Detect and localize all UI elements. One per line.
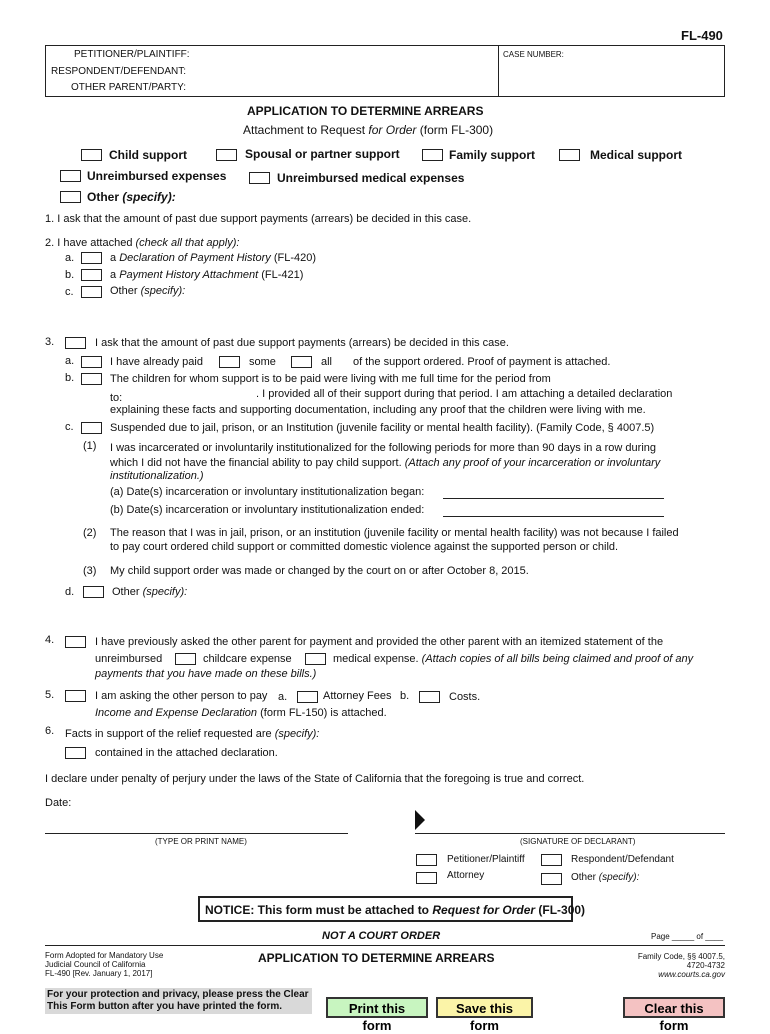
unreimbursed-medical-label: Unreimbursed medical expenses <box>277 171 465 185</box>
item-3c1b-date-line[interactable] <box>443 516 664 517</box>
item-3b-letter: b. <box>65 372 75 384</box>
code-line3: www.courts.ca.gov <box>658 970 725 979</box>
form-code: FL-490 <box>681 28 723 43</box>
role-respondent-checkbox[interactable] <box>541 854 562 866</box>
item-3a-all-label: all <box>321 356 333 368</box>
item-3c1-line2: which I did not have the financial ability to pay child support. (Attach any proof of your incarceration or involuntary <box>110 457 661 469</box>
item-3a-some-checkbox[interactable] <box>219 356 240 368</box>
item-3c2-line1: The reason that I was in jail, prison, or an institution (juvenile facility or mental health facility) was not because I failed <box>110 527 679 539</box>
print-form-button[interactable]: Print this form <box>326 997 428 1018</box>
notice-text: NOTICE: This form must be attached to Request for Order (FL-300) <box>205 903 586 917</box>
item-5-b-letter: b. <box>400 690 410 702</box>
adopted-line3: FL-490 [Rev. January 1, 2017] <box>45 969 153 978</box>
code-line1: Family Code, §§ 4007.5, <box>637 952 725 961</box>
spousal-support-checkbox[interactable] <box>216 149 237 161</box>
item-5-costs-label: Costs. <box>449 691 481 703</box>
family-support-checkbox[interactable] <box>422 149 443 161</box>
child-support-checkbox[interactable] <box>81 149 102 161</box>
item-2a-text: a Declaration of Payment History (FL-420) <box>110 252 317 264</box>
item-3d-text: Other (specify): <box>112 586 188 598</box>
privacy-line2: This Form button after you have printed the form. <box>47 1001 283 1012</box>
adopted-line1: Form Adopted for Mandatory Use <box>45 951 164 960</box>
item-3b-text: The children for whom support is to be paid were living with me full time for the period from <box>110 373 551 385</box>
item-2b-checkbox[interactable] <box>81 269 102 281</box>
other-support-checkbox[interactable] <box>60 191 81 203</box>
item-6-num: 6. <box>45 725 55 737</box>
item-3c1a-date-line[interactable] <box>443 498 664 499</box>
item-4-childcare-checkbox[interactable] <box>175 653 196 665</box>
role-petitioner-label: Petitioner/Plaintiff <box>447 854 525 865</box>
signature-line[interactable] <box>415 833 725 834</box>
not-court-order: NOT A COURT ORDER <box>322 930 441 942</box>
item-5-num: 5. <box>45 689 55 701</box>
item-6-contained: contained in the attached declaration. <box>95 747 278 759</box>
respondent-label: RESPONDENT/DEFENDANT: <box>51 66 187 77</box>
item-2b-letter: b. <box>65 269 75 281</box>
signature-arrow-icon <box>415 810 425 830</box>
item-3d-checkbox[interactable] <box>83 586 104 598</box>
role-other-checkbox[interactable] <box>541 873 562 885</box>
footer-rule <box>45 945 725 946</box>
other-support-label: Other (specify): <box>87 190 176 204</box>
item-2c-letter: c. <box>65 286 74 298</box>
medical-support-checkbox[interactable] <box>559 149 580 161</box>
caption-divider <box>498 45 499 97</box>
item-3c1-num: (1) <box>83 440 97 452</box>
save-form-button[interactable]: Save this form <box>436 997 533 1018</box>
item-3b-rest2: explaining these facts and supporting documentation, including any proof that the children were living with me. <box>110 404 646 416</box>
other-parent-label: OTHER PARENT/PARTY: <box>71 82 187 93</box>
item-3a-checkbox[interactable] <box>81 356 102 368</box>
spousal-support-label: Spousal or partner support <box>245 147 400 161</box>
role-other-label: Other (specify): <box>571 872 640 883</box>
item-3-checkbox[interactable] <box>65 337 86 349</box>
date-label: Date: <box>45 797 72 809</box>
item-3c3-text: My child support order was made or changed by the court on or after October 8, 2015. <box>110 565 529 577</box>
clear-form-button[interactable]: Clear this form <box>623 997 725 1018</box>
item-3c-text: Suspended due to jail, prison, or an Institution (juvenile facility or mental health facility). (Family Code, § 4007.5) <box>110 422 655 434</box>
family-support-label: Family support <box>449 148 536 162</box>
item-3b-to: to: <box>110 392 123 404</box>
item-4-unreimbursed: unreimbursed <box>95 653 163 665</box>
unreimbursed-expenses-label: Unreimbursed expenses <box>87 169 227 183</box>
child-support-label: Child support <box>109 148 187 162</box>
item-2a-checkbox[interactable] <box>81 252 102 264</box>
page-number: Page _____ of ____ <box>651 932 724 941</box>
item-5-text: I am asking the other person to pay <box>95 690 268 702</box>
item-3c1a-text: (a) Date(s) incarceration or involuntary institutionalization began: <box>110 486 425 498</box>
item-3a-all-checkbox[interactable] <box>291 356 312 368</box>
item-5-checkbox[interactable] <box>65 690 86 702</box>
code-line2: 4720-4732 <box>686 961 725 970</box>
medical-support-label: Medical support <box>590 148 683 162</box>
item-3c3-num: (3) <box>83 565 97 577</box>
petitioner-label: PETITIONER/PLAINTIFF: <box>74 49 190 60</box>
item-3c2-line2: to pay court ordered child support or committed domestic violence against the supported person or child. <box>110 541 619 553</box>
item-5-line2: Income and Expense Declaration (form FL-150) is attached. <box>95 707 387 719</box>
item-5-attorney-fees-checkbox[interactable] <box>297 691 318 703</box>
item-3c1-line1: I was incarcerated or involuntarily institutionalized for the following periods for more than 90 days in a row during <box>110 442 657 454</box>
item-3-text: I ask that the amount of past due support payments (arrears) be decided in this case. <box>95 337 509 349</box>
item-3c-letter: c. <box>65 421 74 433</box>
item-5-attorney-fees-label: Attorney Fees <box>323 690 392 702</box>
item-1-text: 1. I ask that the amount of past due support payments (arrears) be decided in this case. <box>45 213 472 225</box>
role-petitioner-checkbox[interactable] <box>416 854 437 866</box>
item-4-line1: I have previously asked the other parent for payment and provided the other parent with an itemized statement of the <box>95 636 664 648</box>
footer-title: APPLICATION TO DETERMINE ARREARS <box>258 951 495 965</box>
form-subtitle: Attachment to Request for Order (form FL-300) <box>243 123 494 137</box>
item-3c1-line3: institutionalization.) <box>110 470 204 482</box>
item-4-ital2: payments that you have made on these bills.) <box>95 668 317 680</box>
item-3a-some-label: some <box>249 356 276 368</box>
item-2a-letter: a. <box>65 252 75 264</box>
signature-label: (SIGNATURE OF DECLARANT) <box>520 837 636 846</box>
item-2b-text: a Payment History Attachment (FL-421) <box>110 269 304 281</box>
unreimbursed-expenses-checkbox[interactable] <box>60 170 81 182</box>
unreimbursed-medical-checkbox[interactable] <box>249 172 270 184</box>
item-6-text: Facts in support of the relief requested are (specify): <box>65 728 320 740</box>
item-3c-checkbox[interactable] <box>81 422 102 434</box>
item-3d-letter: d. <box>65 586 75 598</box>
role-respondent-label: Respondent/Defendant <box>571 854 674 865</box>
item-5-costs-checkbox[interactable] <box>419 691 440 703</box>
role-attorney-checkbox[interactable] <box>416 872 437 884</box>
item-2c-text: Other (specify): <box>110 285 186 297</box>
item-4-num: 4. <box>45 634 55 646</box>
item-4-checkbox[interactable] <box>65 636 86 648</box>
item-3-num: 3. <box>45 336 55 348</box>
role-attorney-label: Attorney <box>447 870 485 881</box>
privacy-line1: For your protection and privacy, please press the Clear <box>47 989 309 1000</box>
form-title: APPLICATION TO DETERMINE ARREARS <box>247 104 484 118</box>
item-5-a-letter: a. <box>278 691 288 703</box>
item-4-medical-checkbox[interactable] <box>305 653 326 665</box>
item-2-intro: 2. I have attached (check all that apply): <box>45 237 240 249</box>
case-number-label: CASE NUMBER: <box>503 50 564 59</box>
type-name-label: (TYPE OR PRINT NAME) <box>155 837 247 846</box>
item-3a-text: I have already paid <box>110 356 203 368</box>
item-6-checkbox[interactable] <box>65 747 86 759</box>
item-3b-checkbox[interactable] <box>81 373 102 385</box>
declaration-text: I declare under penalty of perjury under the laws of the State of California that the foregoing is true and correct. <box>45 773 585 785</box>
name-line[interactable] <box>45 833 348 834</box>
adopted-line2: Judicial Council of California <box>45 960 146 969</box>
item-3c1b-text: (b) Date(s) incarceration or involuntary institutionalization ended: <box>110 504 425 516</box>
item-3a-letter: a. <box>65 355 75 367</box>
item-3a-rest: of the support ordered. Proof of payment is attached. <box>353 356 611 368</box>
item-3c2-num: (2) <box>83 527 97 539</box>
item-3b-rest1: . I provided all of their support during that period. I am attaching a detailed declaration <box>256 388 673 400</box>
item-2c-checkbox[interactable] <box>81 286 102 298</box>
item-4-medical-label: medical expense. (Attach copies of all bills being claimed and proof of any <box>333 653 694 665</box>
item-4-childcare-label: childcare expense <box>203 653 292 665</box>
